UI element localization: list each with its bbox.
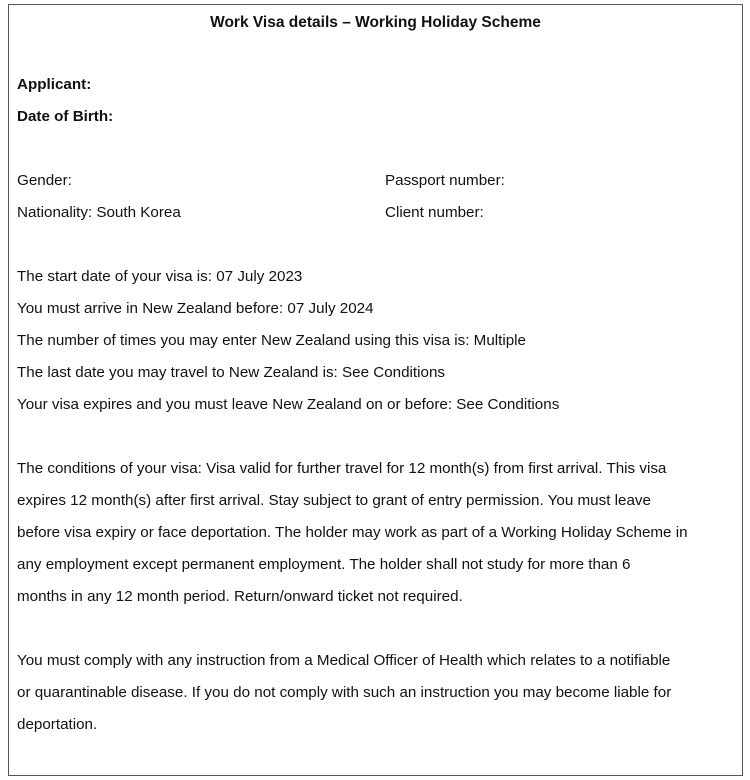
visa-document — [8, 4, 743, 776]
health-instruction-paragraph — [17, 645, 739, 741]
date-of-birth-label: Date of Birth: — [17, 108, 114, 125]
conditions-line: The conditions of your visa: Visa valid for further travel for 12 month(s) from first arrival. This visa — [17, 460, 667, 477]
visa-start-date: The start date of your visa is: 07 July 2023 — [17, 268, 303, 285]
client-number-label: Client number: — [385, 204, 484, 221]
health-line: You must comply with any instruction from a Medical Officer of Health which relates to a notifiable — [17, 652, 671, 669]
conditions-line: any employment except permanent employment. The holder shall not study for more than 6 — [17, 556, 631, 573]
conditions-line: before visa expiry or face deportation. The holder may work as part of a Working Holiday Scheme in — [17, 524, 688, 541]
passport-number-label: Passport number: — [385, 172, 505, 189]
conditions-line: expires 12 month(s) after first arrival. Stay subject to grant of entry permission. You must leave — [17, 492, 651, 509]
document-title: Work Visa details – Working Holiday Scheme — [210, 14, 541, 31]
conditions-line: months in any 12 month period. Return/onward ticket not required. — [17, 588, 463, 605]
entry-count: The number of times you may enter New Zealand using this visa is: Multiple — [17, 332, 527, 349]
applicant-label: Applicant: — [17, 76, 92, 93]
last-travel-date: The last date you may travel to New Zealand is: See Conditions — [17, 364, 446, 381]
visa-conditions-paragraph — [17, 453, 739, 613]
health-line: or quarantinable disease. If you do not comply with such an instruction you may become liable for — [17, 684, 672, 701]
visa-expiry: Your visa expires and you must leave New Zealand on or before: See Conditions — [17, 396, 560, 413]
health-line: deportation. — [17, 716, 98, 733]
nationality-label: Nationality: South Korea — [17, 204, 181, 221]
arrival-deadline: You must arrive in New Zealand before: 07 July 2024 — [17, 300, 374, 317]
gender-label: Gender: — [17, 172, 72, 189]
